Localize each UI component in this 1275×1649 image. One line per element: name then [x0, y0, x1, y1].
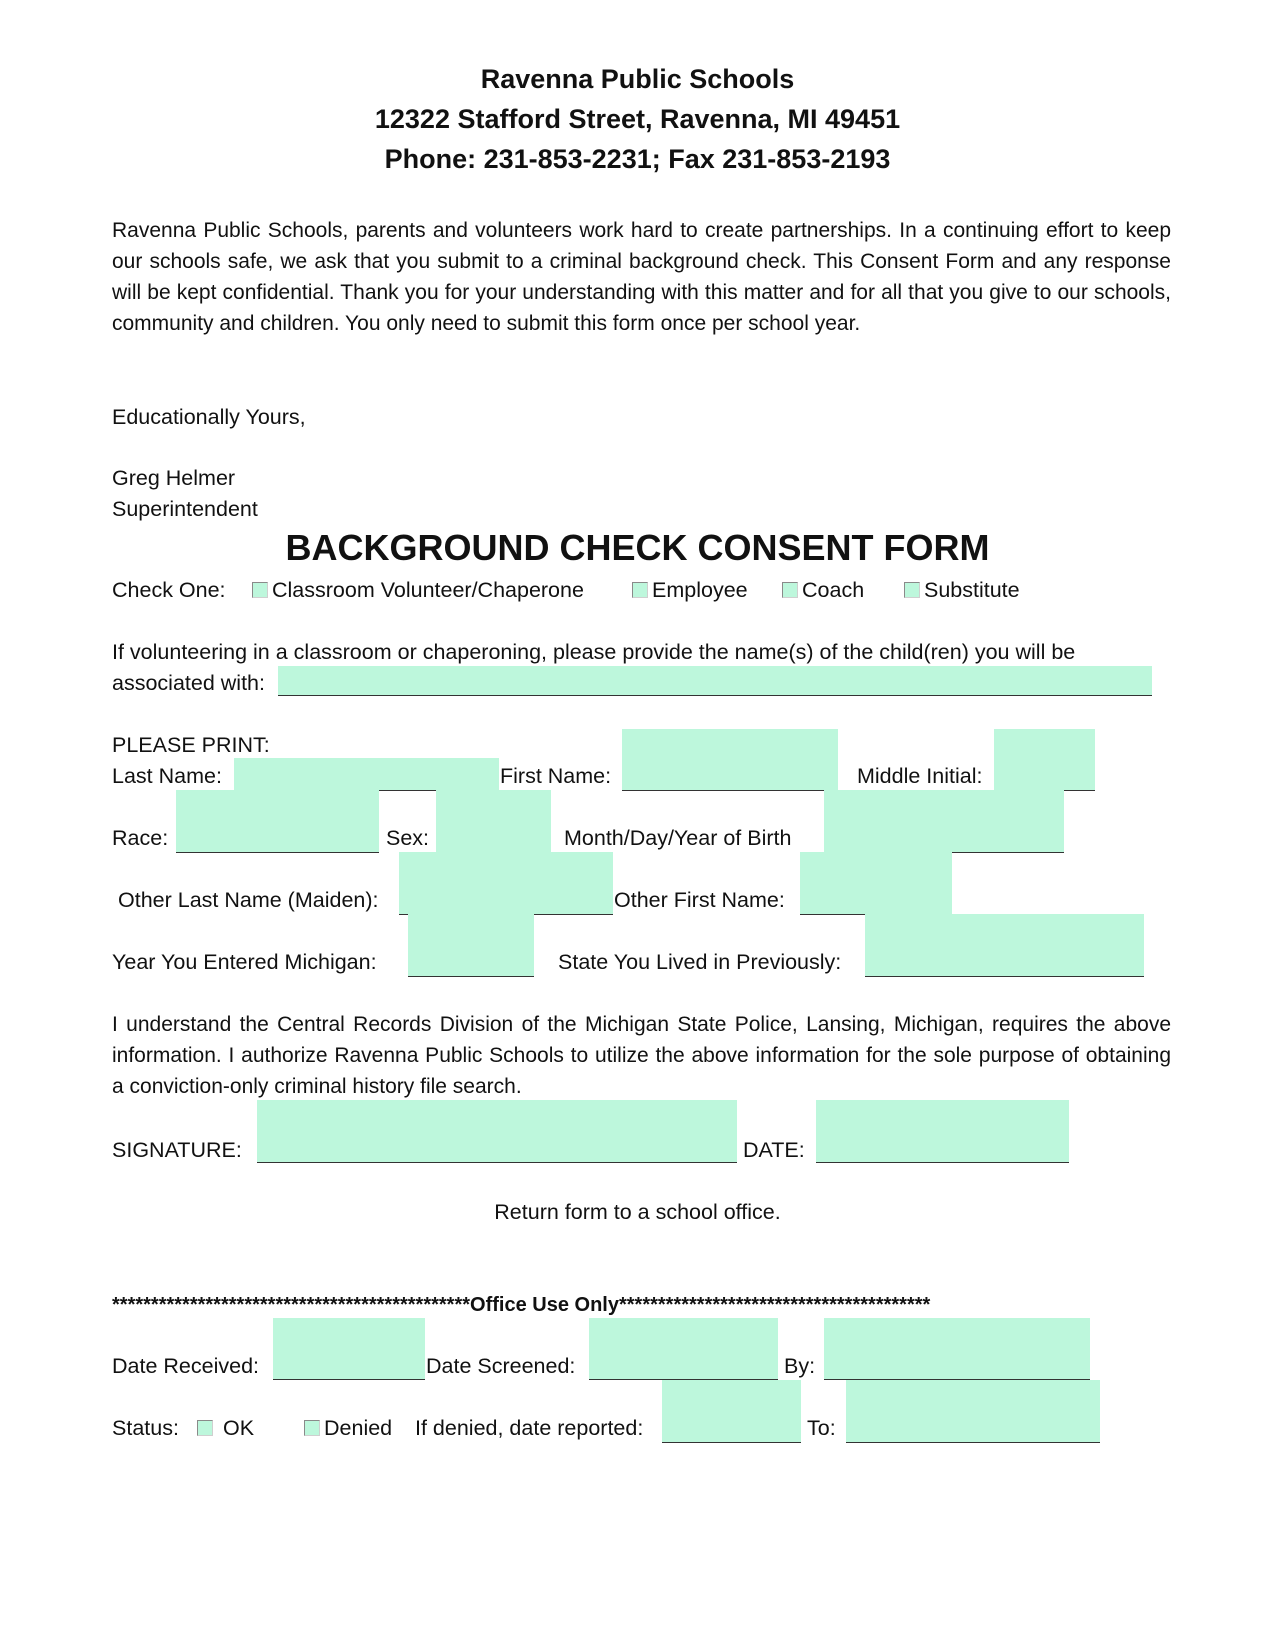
date-screened-label: Date Screened: — [426, 1354, 576, 1378]
other-first-name-input[interactable] — [800, 852, 952, 915]
associated-with-label: associated with: — [112, 671, 265, 695]
option-coach-label: Coach — [802, 578, 865, 602]
dob-input[interactable] — [824, 790, 1064, 853]
to-input[interactable] — [846, 1380, 1100, 1443]
sex-input[interactable] — [436, 790, 551, 853]
date-received-label: Date Received: — [112, 1354, 259, 1378]
school-phone-fax: Phone: 231-853-2231; Fax 231-853-2193 — [384, 144, 891, 174]
school-address: 12322 Stafford Street, Ravenna, MI 49451 — [374, 104, 901, 134]
signer-title: Superintendent — [112, 497, 258, 521]
school-name: Ravenna Public Schools — [480, 64, 795, 94]
form-title: BACKGROUND CHECK CONSENT FORM — [285, 527, 990, 568]
status-denied-label: Denied — [324, 1416, 393, 1440]
stars-left: ********************************************** — [112, 1294, 471, 1316]
other-last-name-label: Other Last Name (Maiden): — [118, 888, 379, 912]
checkbox-volunteer[interactable] — [252, 582, 268, 598]
office-section-heading — [112, 1294, 930, 1317]
state-previous-input[interactable] — [865, 914, 1144, 977]
status-ok-label: OK — [223, 1416, 255, 1440]
option-substitute-label: Substitute — [924, 578, 1020, 602]
checkbox-coach[interactable] — [782, 582, 798, 598]
sex-label: Sex: — [386, 826, 430, 850]
state-previous-label: State You Lived in Previously: — [558, 950, 842, 974]
option-employee-label: Employee — [652, 578, 748, 602]
authorization-paragraph: I understand the Central Records Division of the Michigan State Police, Lansing, Michigan, requires the above information. I authorize Ravenna Public Schools to utilize the above information for the sole purpose of obtaining a conviction-only criminal history file search. — [112, 1013, 1171, 1098]
date-label: DATE: — [743, 1138, 805, 1162]
checkbox-employee[interactable] — [632, 582, 648, 598]
checkbox-substitute[interactable] — [904, 582, 920, 598]
year-entered-label: Year You Entered Michigan: — [112, 950, 377, 974]
date-reported-label: If denied, date reported: — [415, 1416, 644, 1440]
date-received-input[interactable] — [273, 1318, 425, 1380]
middle-initial-label: Middle Initial: — [857, 764, 983, 788]
signer-name: Greg Helmer — [112, 466, 236, 490]
by-input[interactable] — [824, 1318, 1090, 1380]
last-name-label: Last Name: — [112, 764, 222, 788]
check-one-label: Check One: — [112, 578, 226, 602]
signature-label: SIGNATURE: — [112, 1138, 242, 1162]
date-input[interactable] — [816, 1100, 1069, 1163]
last-name-input[interactable] — [234, 758, 499, 791]
please-print-label: PLEASE PRINT: — [112, 733, 270, 757]
volunteer-prompt: If volunteering in a classroom or chaperoning, please provide the name(s) of the child(ren) you will be — [112, 640, 1076, 664]
status-label: Status: — [112, 1416, 179, 1440]
to-label: To: — [807, 1416, 836, 1440]
return-note: Return form to a school office. — [494, 1200, 781, 1224]
signature-input[interactable] — [257, 1100, 737, 1163]
race-label: Race: — [112, 826, 169, 850]
other-first-name-label: Other First Name: — [614, 888, 785, 912]
intro-paragraph: Ravenna Public Schools, parents and volunteers work hard to create partnerships. In a continuing effort to keep our schools safe, we ask that you submit to a criminal background check. This Consent Form and any response will be kept confidential. Thank you for your understanding with this matter and for all that you give to our schools, community and children. You only need to submit this form once per school year. — [112, 219, 1171, 335]
stars-right: **************************************** — [618, 1294, 931, 1316]
other-last-name-input[interactable] — [399, 852, 613, 915]
children-names-input[interactable] — [278, 666, 1152, 696]
date-screened-input[interactable] — [589, 1318, 778, 1380]
office-use-only-heading: Office Use Only — [470, 1294, 619, 1316]
race-input[interactable] — [176, 790, 379, 853]
middle-initial-input[interactable] — [994, 729, 1095, 791]
checkbox-status-denied[interactable] — [304, 1420, 320, 1436]
first-name-label: First Name: — [500, 764, 612, 788]
option-volunteer-label: Classroom Volunteer/Chaperone — [272, 578, 584, 602]
dob-label: Month/Day/Year of Birth — [564, 826, 792, 850]
first-name-input[interactable] — [622, 729, 838, 791]
checkbox-status-ok[interactable] — [197, 1420, 213, 1436]
by-label: By: — [784, 1354, 816, 1378]
closing-text: Educationally Yours, — [112, 405, 306, 429]
date-reported-input[interactable] — [662, 1380, 801, 1443]
year-entered-input[interactable] — [408, 914, 534, 977]
